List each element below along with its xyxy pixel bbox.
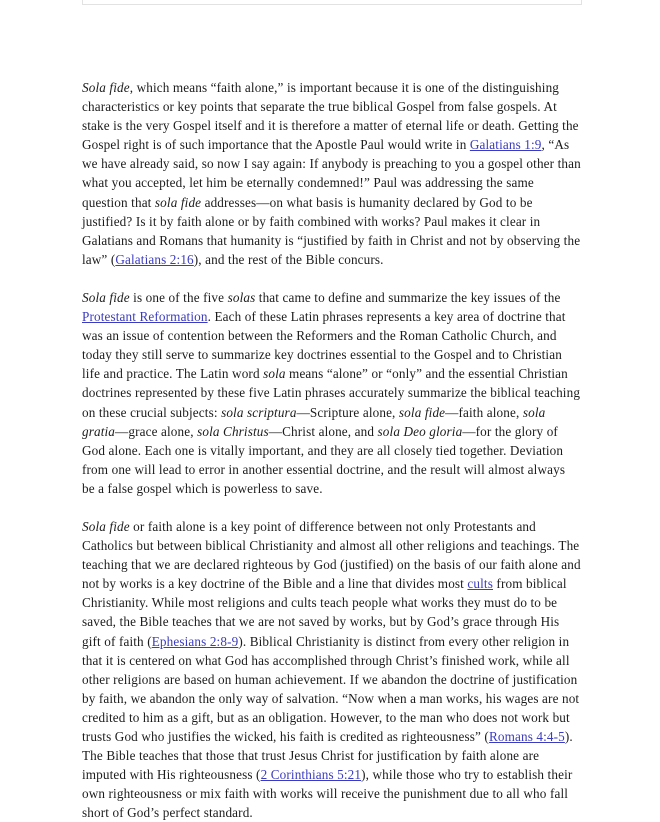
body-text: . Each of these Latin phrases represents a key area of doctrine that was an issue of contention between the Reformers and the Roman Catholic Church, and today they still serve to summarize key doctrines essential to the Gospel and to Christian life and practice. The Latin word (82, 309, 566, 382)
scripture-link[interactable]: Protestant Reformation (82, 309, 208, 325)
paragraph (82, 78, 581, 269)
body-text: ). The Bible teaches that those that trust Jesus Christ for justification by faith alone are imputed with His righteousness ( (82, 729, 573, 783)
latin-term: sola Deo gloria (377, 423, 463, 439)
latin-term: sola scriptura (221, 404, 297, 420)
body-text: —grace alone, (115, 423, 198, 439)
body-text: , which means “faith alone,” is important because it is one of the distinguishing characteristics or key points that separate the true biblical Gospel from false gospels. At stake is the very Gospel itself and it is therefore a matter of eternal life or death. Getting the Gospel right is of such importance that the Apostle Paul would write in (82, 80, 579, 153)
scripture-link[interactable]: 2 Corinthians 5:21 (260, 767, 362, 783)
body-text: ). Biblical Christianity is distinct from every other religion in that it is centered on what God has accomplished through Christ’s finished work, while all other religions are based on human achievement. If we abandon the doctrine of justification by faith, we abandon the only way of salvation. “Now when a man works, his wages are not credited to him as a gift, but as an obligation. However, to the man who does not work but trusts God who justifies the wicked, his faith is credited as righteousness” ( (82, 633, 580, 744)
latin-term: sola Christus (197, 423, 269, 439)
body-text: or faith alone is a key point of difference between not only Protestants and Catholics but between biblical Christianity and almost all other religions and teachings. The teaching that we are declared righteous by God (justified) on the basis of our faith alone and not by works is a key doctrine of the Bible and a line that divides most (82, 518, 581, 592)
scripture-link[interactable]: Ephesians 2:8-9 (151, 633, 239, 649)
body-text: —for the glory of God alone. Each one is vitally important, and they are all closely tied together. Deviation from one will lead to error in another essential doctrine, and the result will almost always be a false gospel which is powerless to save. (82, 423, 566, 496)
scripture-link[interactable]: Galatians 1:9 (469, 137, 542, 153)
latin-term: sola fide (154, 194, 202, 210)
scripture-link[interactable]: Galatians 2:16 (115, 251, 194, 267)
paragraph (82, 517, 581, 822)
latin-term: solas (227, 289, 256, 305)
body-text: ), while those who try to establish their own righteousness or mix faith with works will receive the punishment due to all who fall short of God’s perfect standard. (82, 767, 573, 821)
latin-term: sola gratia (82, 404, 546, 439)
article-title-box (82, 0, 582, 5)
paragraph (82, 288, 581, 498)
body-text: means “alone” or “only” and the essential Christian doctrines represented by these five Latin phrases accurately summarize the biblical teaching on these crucial subjects: (82, 366, 581, 420)
body-text: —Christ alone, and (268, 423, 378, 439)
article-body (82, 78, 581, 822)
latin-term: Sola fide (82, 289, 130, 305)
latin-term: Sola fide (82, 80, 130, 95)
body-text: , “As we have already said, so now I say again: If anybody is preaching to you a gospel other than what you accepted, let him be eternally condemned!” Paul was addressing the same question that (82, 137, 581, 210)
scripture-link[interactable]: Romans 4:4-5 (488, 729, 565, 744)
scripture-link[interactable]: cults (467, 576, 493, 592)
latin-term: Sola fide (82, 518, 130, 534)
body-text: that came to define and summarize the key issues of the (255, 289, 561, 305)
latin-term: sola (263, 366, 286, 382)
body-text: addresses—on what basis is humanity declared by God to be justified? Is it by faith alone or by faith combined with works? Paul makes it clear in Galatians and Romans that humanity is “justified by faith in Christ and not by observing the law” ( (82, 194, 581, 267)
body-text: is one of the five (129, 289, 228, 305)
body-text: —faith alone, (445, 404, 523, 420)
body-text: —Scripture alone, (296, 404, 399, 420)
body-text: ), and the rest of the Bible concurs. (193, 251, 384, 267)
body-text: from biblical Christianity. While most religions and cults teach people what works they must do to be saved, the Bible teaches that we are not saved by works, but by God’s grace through His gift of faith ( (82, 576, 567, 649)
latin-term: sola fide (398, 404, 446, 420)
